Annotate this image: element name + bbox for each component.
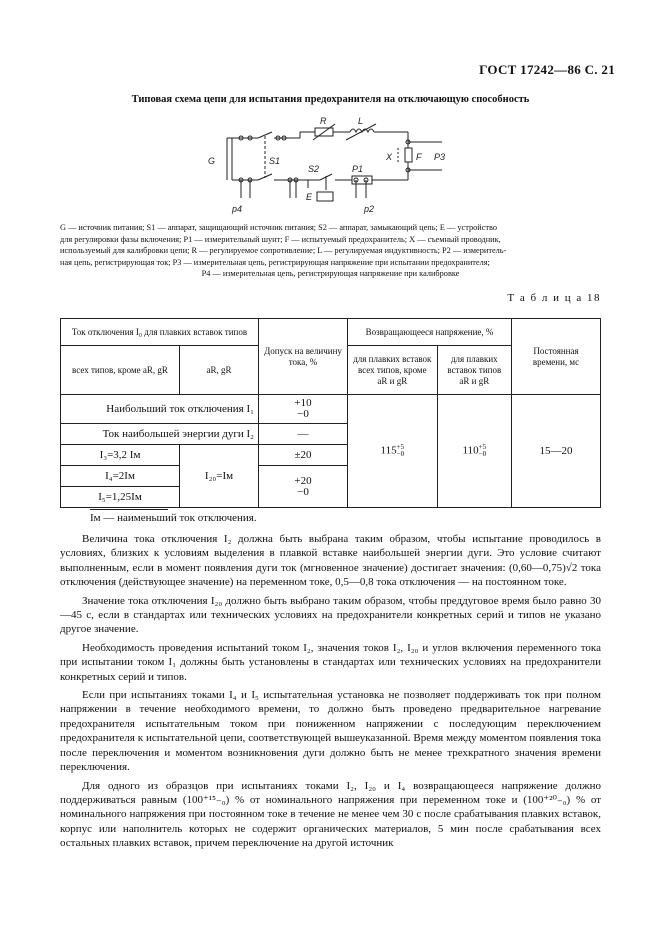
label-g: G [208,156,216,166]
row-i2-label: Ток наибольшей энергии дуги I₂ [61,424,259,445]
paragraph: Если при испытаниях токами I₄ и I₅ испытательная установка не позволяет поддерживать ток при полном напряжении в течение необходимого времени, то должно быть проведено предварительное нагревание предохранителя испытательным током при пониженном напряжении с последующим переключением предохранителя к испытательной цепи, соответствующей вышеуказанной. Время между моментом появления тока после переключения и моментом возникновения дуги должно быть не менее трехкратного значения времени переключения. [60,689,601,774]
figure-legend [60,222,601,280]
table-18 [60,318,601,508]
label-e: E [306,192,313,202]
header-rec-ar: для плавких вставок типов aR и gR [437,346,511,395]
label-p3: P3 [434,152,446,162]
label-x: X [386,152,393,162]
row-i20-label: I₂₀=Iм [180,445,259,508]
legend-line: G — источник питания; S1 — аппарат, защищающий источник питания; S2 — аппарат, замыкающий цепь; E — устройство [60,223,498,232]
body-text [60,532,601,855]
paragraph: Необходимость проведения испытаний током I₂, значения токов I₂, I₂₀ и углов включения переменного тока при испытании током I₁ должны быть установлены в стандартах или технических условиях на предохранители конкретных серий и типов. [60,641,601,683]
paragraph: Для одного из образцов при испытаниях токами I₂, I₂₀ и I₄ возвращающееся напряжение должно поддерживаться равным (100⁺¹⁵₋₀) % от номинального напряжения при переменном токе и (100⁺²⁰₋₀) % от номинального напряжения при постоянном токе в течение не менее чем 30 с после срабатывания плавких вставок, корпус или наполнитель которых не содержит органических материалов, 5 мин после срабатывания всех остальных плавких вставок, причем переключение на другой источник [60,779,601,850]
note-divider [90,509,168,510]
row-i1-tolerance: +10 −0 [259,395,348,424]
paragraph: Значение тока отключения I₂₀ должно быть выбрано таким образом, чтобы преддуговое время было равно 30—45 с, если в стандартах или технических условиях на предохранители конкретных серий и типов не указано другое значение. [60,594,601,636]
table-caption: Т а б л и ц а 18 [507,292,601,304]
table-note: Iм — наименьший ток отключения. [90,512,257,524]
legend-line: ная цепь, регистрирующая ток; P3 — измерительная цепь, регистрирующая напряжение при испытании предохранителя; [60,257,490,267]
page-header: ГОСТ 17242—86 С. 21 [479,62,615,77]
header-rec-all: для плавких вставок всех типов, кроме aR и gR [348,346,438,395]
row-i2-tolerance: — [259,424,348,445]
row-i5-label: I₅=1,25Iм [61,487,180,508]
label-s1: S1 [269,156,281,166]
header-recovery: Возвращающееся напряжение, % [348,319,512,346]
legend-line: используемый для калибровки цепи; R — регулируемое сопротивление; L — регулируемая индуктивность; P2 — измеритель- [60,246,507,255]
row-i1-label: Наибольший ток отключения I₁ [61,395,259,424]
header-time: Постоянная времени, мс [512,319,601,395]
label-p1: P1 [352,164,364,174]
row-i4-label: I₄=2Iм [61,466,180,487]
label-l: L [358,116,364,126]
row-i45-tolerance: +20 −0 [259,466,348,508]
rec-ar-value: 110+5 −0 [437,395,511,508]
label-f: F [416,152,422,162]
label-s2: S2 [308,164,320,174]
label-r: R [320,116,327,126]
row-i3-label: I₃=3,2 Iм [61,445,180,466]
label-p4: p4 [232,204,243,214]
legend-line: для регулировки фазы включения; P1 — измерительный шунт; F — испытуемый предохранитель; X — съемный проводник, [60,234,501,244]
circuit-diagram [180,108,480,220]
rec-all-value: 115+5 −0 [348,395,438,508]
paragraph: Величина тока отключения I₂ должна быть выбрана таким образом, чтобы испытание проводилось в условиях, близких к условиям выделения в плавкой вставке наибольшей энергии дуги. Это условие считают выполненным, если в момент появления дуги ток (мгновенное значение) достигает значения: (0,60—0,75)√2 тока отключения (действующее значение) на переменном токе, 0,5—0,8 тока отключения — на постоянном токе. [60,533,601,589]
header-ar-gr: aR, gR [180,346,259,395]
label-p2: p2 [364,204,375,214]
figure-title: Типовая схема цепи для испытания предохранителя на отключающую способность [131,94,530,105]
row-i3-tolerance: ±20 [259,445,348,466]
legend-line: P4 — измерительная цепь, регистрирующая напряжение при калибровке [201,269,460,278]
header-current: Ток отключения I₀ для плавких вставок типов [61,319,259,346]
header-tolerance: Допуск на величину тока, % [259,319,348,395]
header-all-types: всех типов, кроме aR, gR [61,346,180,395]
time-value: 15—20 [512,395,601,508]
